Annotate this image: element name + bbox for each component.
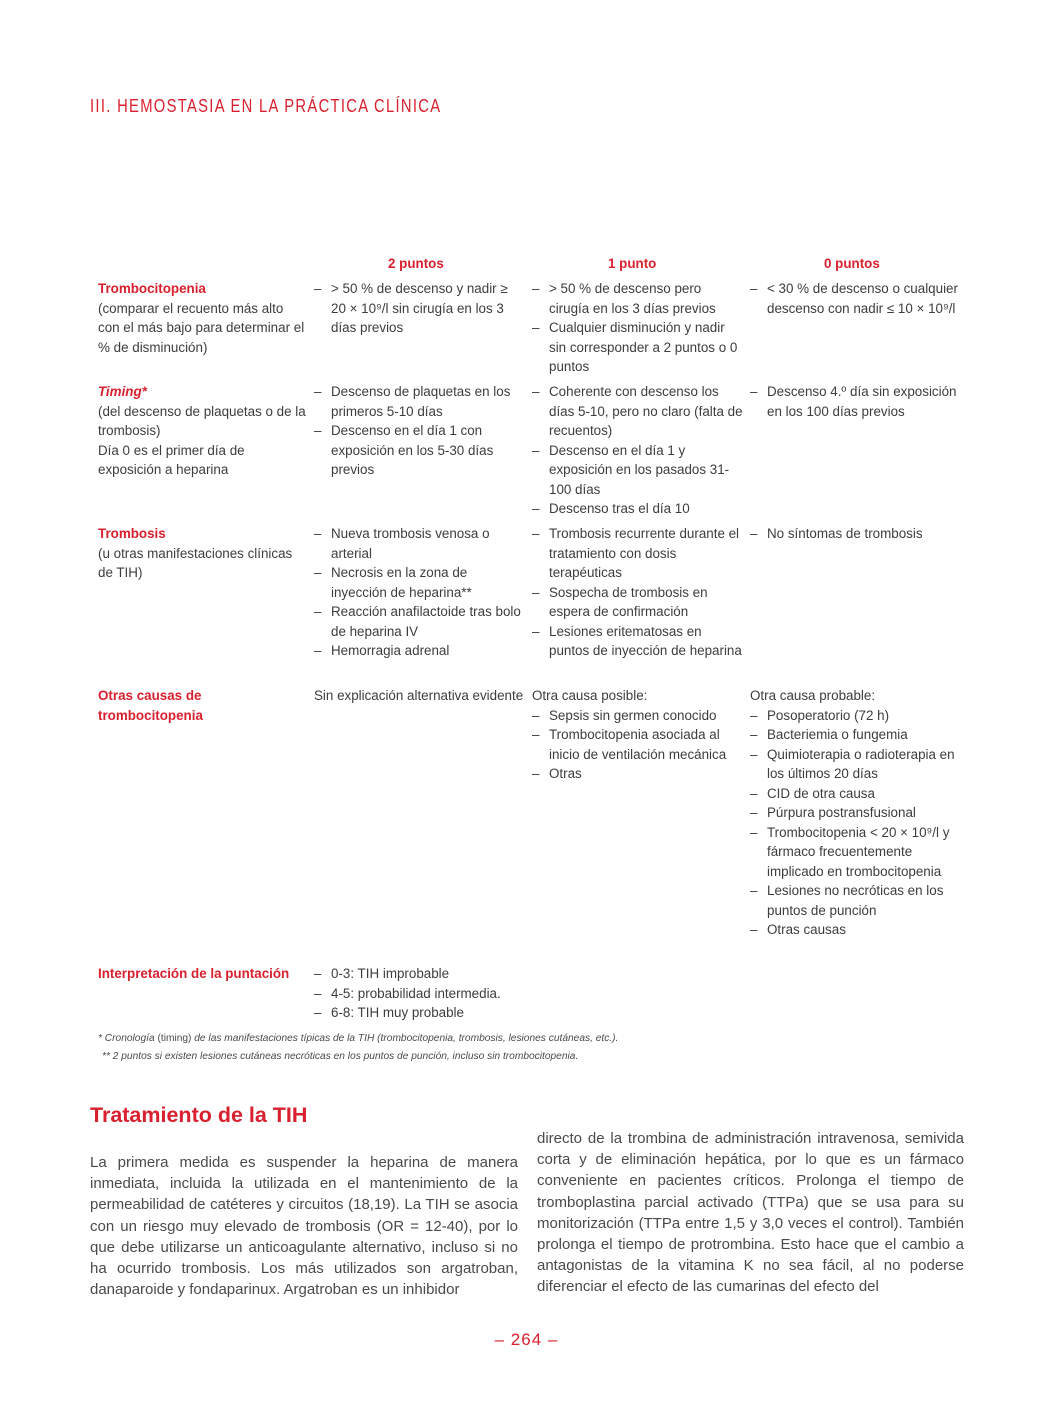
list-item: – Nueva trombosis venosa o arterial: [314, 524, 524, 563]
row-label-title: Trombocitopenia: [98, 281, 206, 296]
col-header-2: 2 puntos: [388, 256, 444, 271]
score-cell-c2: [314, 524, 524, 661]
table-header: [98, 254, 978, 279]
body-text-right: directo de la trombina de administración intravenosa, semivida corta y de eliminación hepática, por lo que es un fármaco conveniente en pacientes críticos. Prolonga el tiempo de tromboplastina parcial activado (TTPa) que se usa para su monitorización (TTPa entre 1,5 y 3,0 veces el control). También prolonga el tiempo de protrombina. Esto hace que el cambio a antagonistas de la vitamina K no sea fácil, al no poderse diferenciar el efecto de las cumarinas del efecto del: [537, 1130, 964, 1296]
list-item: – Lesiones eritematosas en puntos de inyección de heparina: [532, 622, 744, 661]
list-item: – Otras causas: [750, 920, 960, 940]
score-cell-c0: [750, 686, 960, 940]
score-cell-c2: [314, 964, 524, 1023]
list-item: – Cualquier disminución y nadir sin corresponder a 2 puntos o 0 puntos: [532, 318, 744, 377]
list-item: – Hemorragia adrenal: [314, 641, 524, 661]
list-item: – Sospecha de trombosis en espera de confirmación: [532, 583, 744, 622]
row-label-title: Interpretación de la puntación: [98, 966, 290, 981]
list-item: – Posoperatorio (72 h): [750, 706, 960, 726]
list-item: – Lesiones no necróticas en los puntos de punción: [750, 881, 960, 920]
col-header-0: 0 puntos: [824, 256, 880, 271]
col-header-1: 1 punto: [608, 256, 657, 271]
row-label-desc: (del descenso de plaquetas o de la trombosis): [98, 403, 306, 438]
list-item: – Descenso en el día 1 con exposición en los 5-30 días previos: [314, 421, 524, 480]
list-item: – Otras: [532, 764, 744, 784]
list-item: – Necrosis en la zona de inyección de heparina**: [314, 563, 524, 602]
body-text-left: La primera medida es suspender la heparina de manera inmediata, incluida la utilizada en el mantenimiento de la permeabilidad de catéteres y circuitos (18,19). La TIH se asocia con un riesgo muy elevado de trombosis (OR = 12-40), por lo que debe utilizarse un anticoagulante alternativo, incluso si no ha ocurrido trombosis. Los más utilizados son argatroban, danaparoide y fondaparinux. Argatroban es un inhibidor: [90, 1154, 518, 1299]
list-item: – Descenso de plaquetas en los primeros 5-10 días: [314, 382, 524, 421]
row-label-title: Otras causas de trombocitopenia: [98, 688, 203, 723]
row-label: [98, 686, 308, 725]
row-label-title: Trombosis: [98, 526, 166, 541]
table-footnotes: [98, 1030, 618, 1066]
score-cell-c2: [314, 382, 524, 480]
list-item: – Púrpura postransfusional: [750, 803, 960, 823]
list-item: – No síntomas de trombosis: [750, 524, 960, 544]
list-item: – Quimioterapia o radioterapia en los últimos 20 días: [750, 745, 960, 784]
score-cell-c2: [314, 279, 524, 338]
list-item: – 6-8: TIH muy probable: [314, 1003, 524, 1023]
section-heading: Tratamiento de la TIH: [90, 1103, 308, 1127]
cell-intro: Otra causa posible:: [532, 688, 648, 703]
score-cell-c1: [532, 382, 744, 519]
list-item: – Descenso en el día 1 y exposición en los pasados 31-100 días: [532, 441, 744, 500]
row-label: [98, 964, 308, 984]
score-cell-c0: [750, 279, 960, 318]
list-item: – Trombocitopenia asociada al inicio de ventilación mecánica: [532, 725, 744, 764]
footnote-1-c: de las manifestaciones típicas de la TIH (trombocitopenia, trombosis, lesiones cutáneas, etc.).: [194, 1033, 619, 1044]
score-cell-c1: [532, 686, 744, 784]
row-label: [98, 524, 308, 583]
list-item: – Reacción anafilactoide tras bolo de heparina IV: [314, 602, 524, 641]
footnote-1: [98, 1030, 618, 1048]
row-label: [98, 279, 308, 357]
list-item: – CID de otra causa: [750, 784, 960, 804]
running-header: III. HEMOSTASIA EN LA PRÁCTICA CLÍNICA: [90, 96, 442, 116]
score-cell-c1: [532, 524, 744, 661]
list-item: – > 50 % de descenso pero cirugía en los 3 días previos: [532, 279, 744, 318]
footnote-2: ** 2 puntos si existen lesiones cutáneas necróticas en los puntos de punción, incluso sin trombocitopenia.: [102, 1051, 579, 1062]
list-item: – Bacteriemia o fungemia: [750, 725, 960, 745]
list-item: – Sepsis sin germen conocido: [532, 706, 744, 726]
row-label-desc: (u otras manifestaciones clínicas de TIH): [98, 545, 293, 580]
page-number: – 264 –: [494, 1330, 559, 1349]
row-label-desc: (comparar el recuento más alto con el más bajo para determinar el % de disminución): [98, 300, 305, 355]
row-label: [98, 382, 308, 480]
cell-intro: Sin explicación alternativa evidente: [314, 688, 524, 703]
score-cell-c1: [532, 279, 744, 377]
row-label-title: Timing*: [98, 384, 147, 399]
row-label-desc: Día 0 es el primer día de exposición a heparina: [98, 442, 245, 477]
list-item: – Descenso 4.º día sin exposición en los 100 días previos: [750, 382, 960, 421]
list-item: – Descenso tras el día 10: [532, 499, 744, 519]
list-item: – Trombocitopenia < 20 × 10⁹/l y fármaco frecuentemente implicado en trombocitopenia: [750, 823, 960, 882]
list-item: – < 30 % de descenso o cualquier descenso con nadir ≤ 10 × 10⁹/l: [750, 279, 960, 318]
list-item: – > 50 % de descenso y nadir ≥ 20 × 10⁹/l sin cirugía en los 3 días previos: [314, 279, 524, 338]
score-cell-c2: [314, 686, 524, 706]
score-cell-c0: [750, 524, 960, 544]
list-item: – Coherente con descenso los días 5-10, pero no claro (falta de recuentos): [532, 382, 744, 441]
list-item: – Trombosis recurrente durante el tratamiento con dosis terapéuticas: [532, 524, 744, 583]
score-table: [98, 254, 978, 1020]
list-item: – 0-3: TIH improbable: [314, 964, 524, 984]
cell-intro: Otra causa probable:: [750, 688, 876, 703]
list-item: – 4-5: probabilidad intermedia.: [314, 984, 524, 1004]
footnote-1-b: (timing): [154, 1033, 195, 1044]
footnote-1-a: * Cronología: [98, 1033, 155, 1044]
score-cell-c0: [750, 382, 960, 421]
